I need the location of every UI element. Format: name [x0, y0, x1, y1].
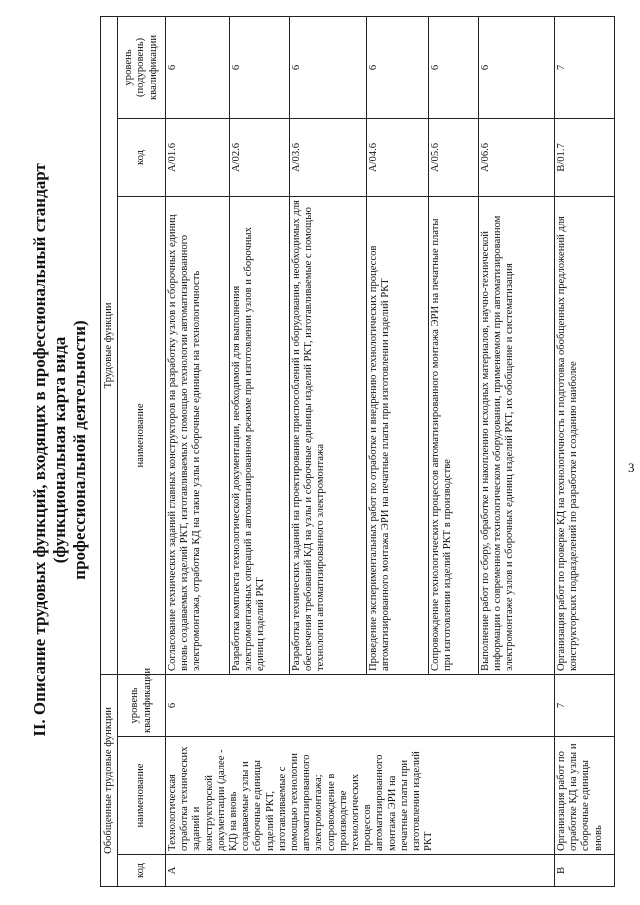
function-code: A/05.6 [429, 118, 479, 196]
title-line-1: II. Описание трудовых функций, входящих в профессиональный стандарт (функциональная карта вида [30, 163, 69, 737]
function-name: Сопровождение технологических процессов автоматизированного монтажа ЭРИ на печатные платы при изготовлении изделий РКТ в производстве [429, 196, 479, 674]
header-code: код [118, 855, 166, 887]
table-row [166, 16, 230, 886]
function-code: A/01.6 [166, 118, 230, 196]
header-function-name: наименование [118, 196, 166, 674]
functional-map-table [100, 16, 615, 887]
gen-level-a: 6 [166, 674, 555, 736]
function-level: 6 [367, 16, 429, 118]
title-line-2: профессиональной деятельности) [70, 320, 89, 580]
function-code: A/03.6 [290, 118, 367, 196]
gen-name-a: Технологическая отработка технических заданий и конструкторской документации (далее - КД) на вновь создаваемые узлы и сборочные единицы изделий РКТ, изготавливаемые с помощью технологии автоматизированного электромонтажа; сопровождение в производстве технологических процессов автоматизированного монтажа ЭРИ на печатные платы при изготовлении изделий РКТ [166, 737, 555, 855]
page-number: 3 [628, 460, 635, 475]
function-name: Выполнение работ по сбору, обработке и накоплению исходных материалов, научно-технической информации о современном технологическом оборудовании, применяемом при автоматизированном электромонтаже узлов и сборочных единиц изделий РКТ, их обобщение и систематизация [479, 196, 555, 674]
function-name: Проведение экспериментальных работ по отработке и внедрению технологических процессов автоматизированного монтажа ЭРИ на печатные платы при изготовлении изделий РКТ [367, 196, 429, 674]
gen-code-a: A [166, 855, 555, 887]
function-level: 6 [429, 16, 479, 118]
function-code: A/06.6 [479, 118, 555, 196]
gen-name-b: Организация работ по отработке КД на узлы и сборочные единицы вновь [555, 737, 615, 855]
header-level: уровень квалификации [118, 674, 166, 736]
function-name: Разработка комплекта технологической документации, необходимой для выполнения электромонтажных операций в автоматизированном режиме при изготовлении узлов и сборочных единиц изделий РКТ [230, 196, 290, 674]
header-labor: Трудовые функции [101, 16, 118, 674]
gen-level-b: 7 [555, 674, 615, 736]
function-code: A/04.6 [367, 118, 429, 196]
header-generalized: Обобщенные трудовые функции [101, 674, 118, 886]
function-code: A/02.6 [230, 118, 290, 196]
header-function-level: уровень (подуровень) квалификации [118, 16, 166, 118]
function-code: B/01.7 [555, 118, 615, 196]
function-level: 6 [290, 16, 367, 118]
function-level: 6 [166, 16, 230, 118]
function-name: Разработка технических заданий на проектирование приспособлений и оборудования, необходимых для обеспечения требований КД на узлы и сборочные единицы изделий РКТ, изготавливаемые с помощью технологии автоматизированного электромонтажа [290, 196, 367, 674]
header-name: наименование [118, 737, 166, 855]
gen-code-b: B [555, 855, 615, 887]
function-level: 7 [555, 16, 615, 118]
function-name: Организация работ по проверке КД на технологичность и подготовка обобщенных предложений для конструкторских подразделений по разработке и созданию наиболее [555, 196, 615, 674]
function-level: 6 [230, 16, 290, 118]
table-row [555, 16, 615, 886]
function-name: Согласование технических заданий главных конструкторов на разработку узлов и сборочных единиц вновь создаваемых изделий РКТ, изготавливаемых с помощью технологии автоматизированного электромонтажа, отработка КД на такие узлы и сборочные единицы на технологичность [166, 196, 230, 674]
function-level: 6 [479, 16, 555, 118]
section-title [30, 105, 90, 795]
header-function-code: код [118, 118, 166, 196]
